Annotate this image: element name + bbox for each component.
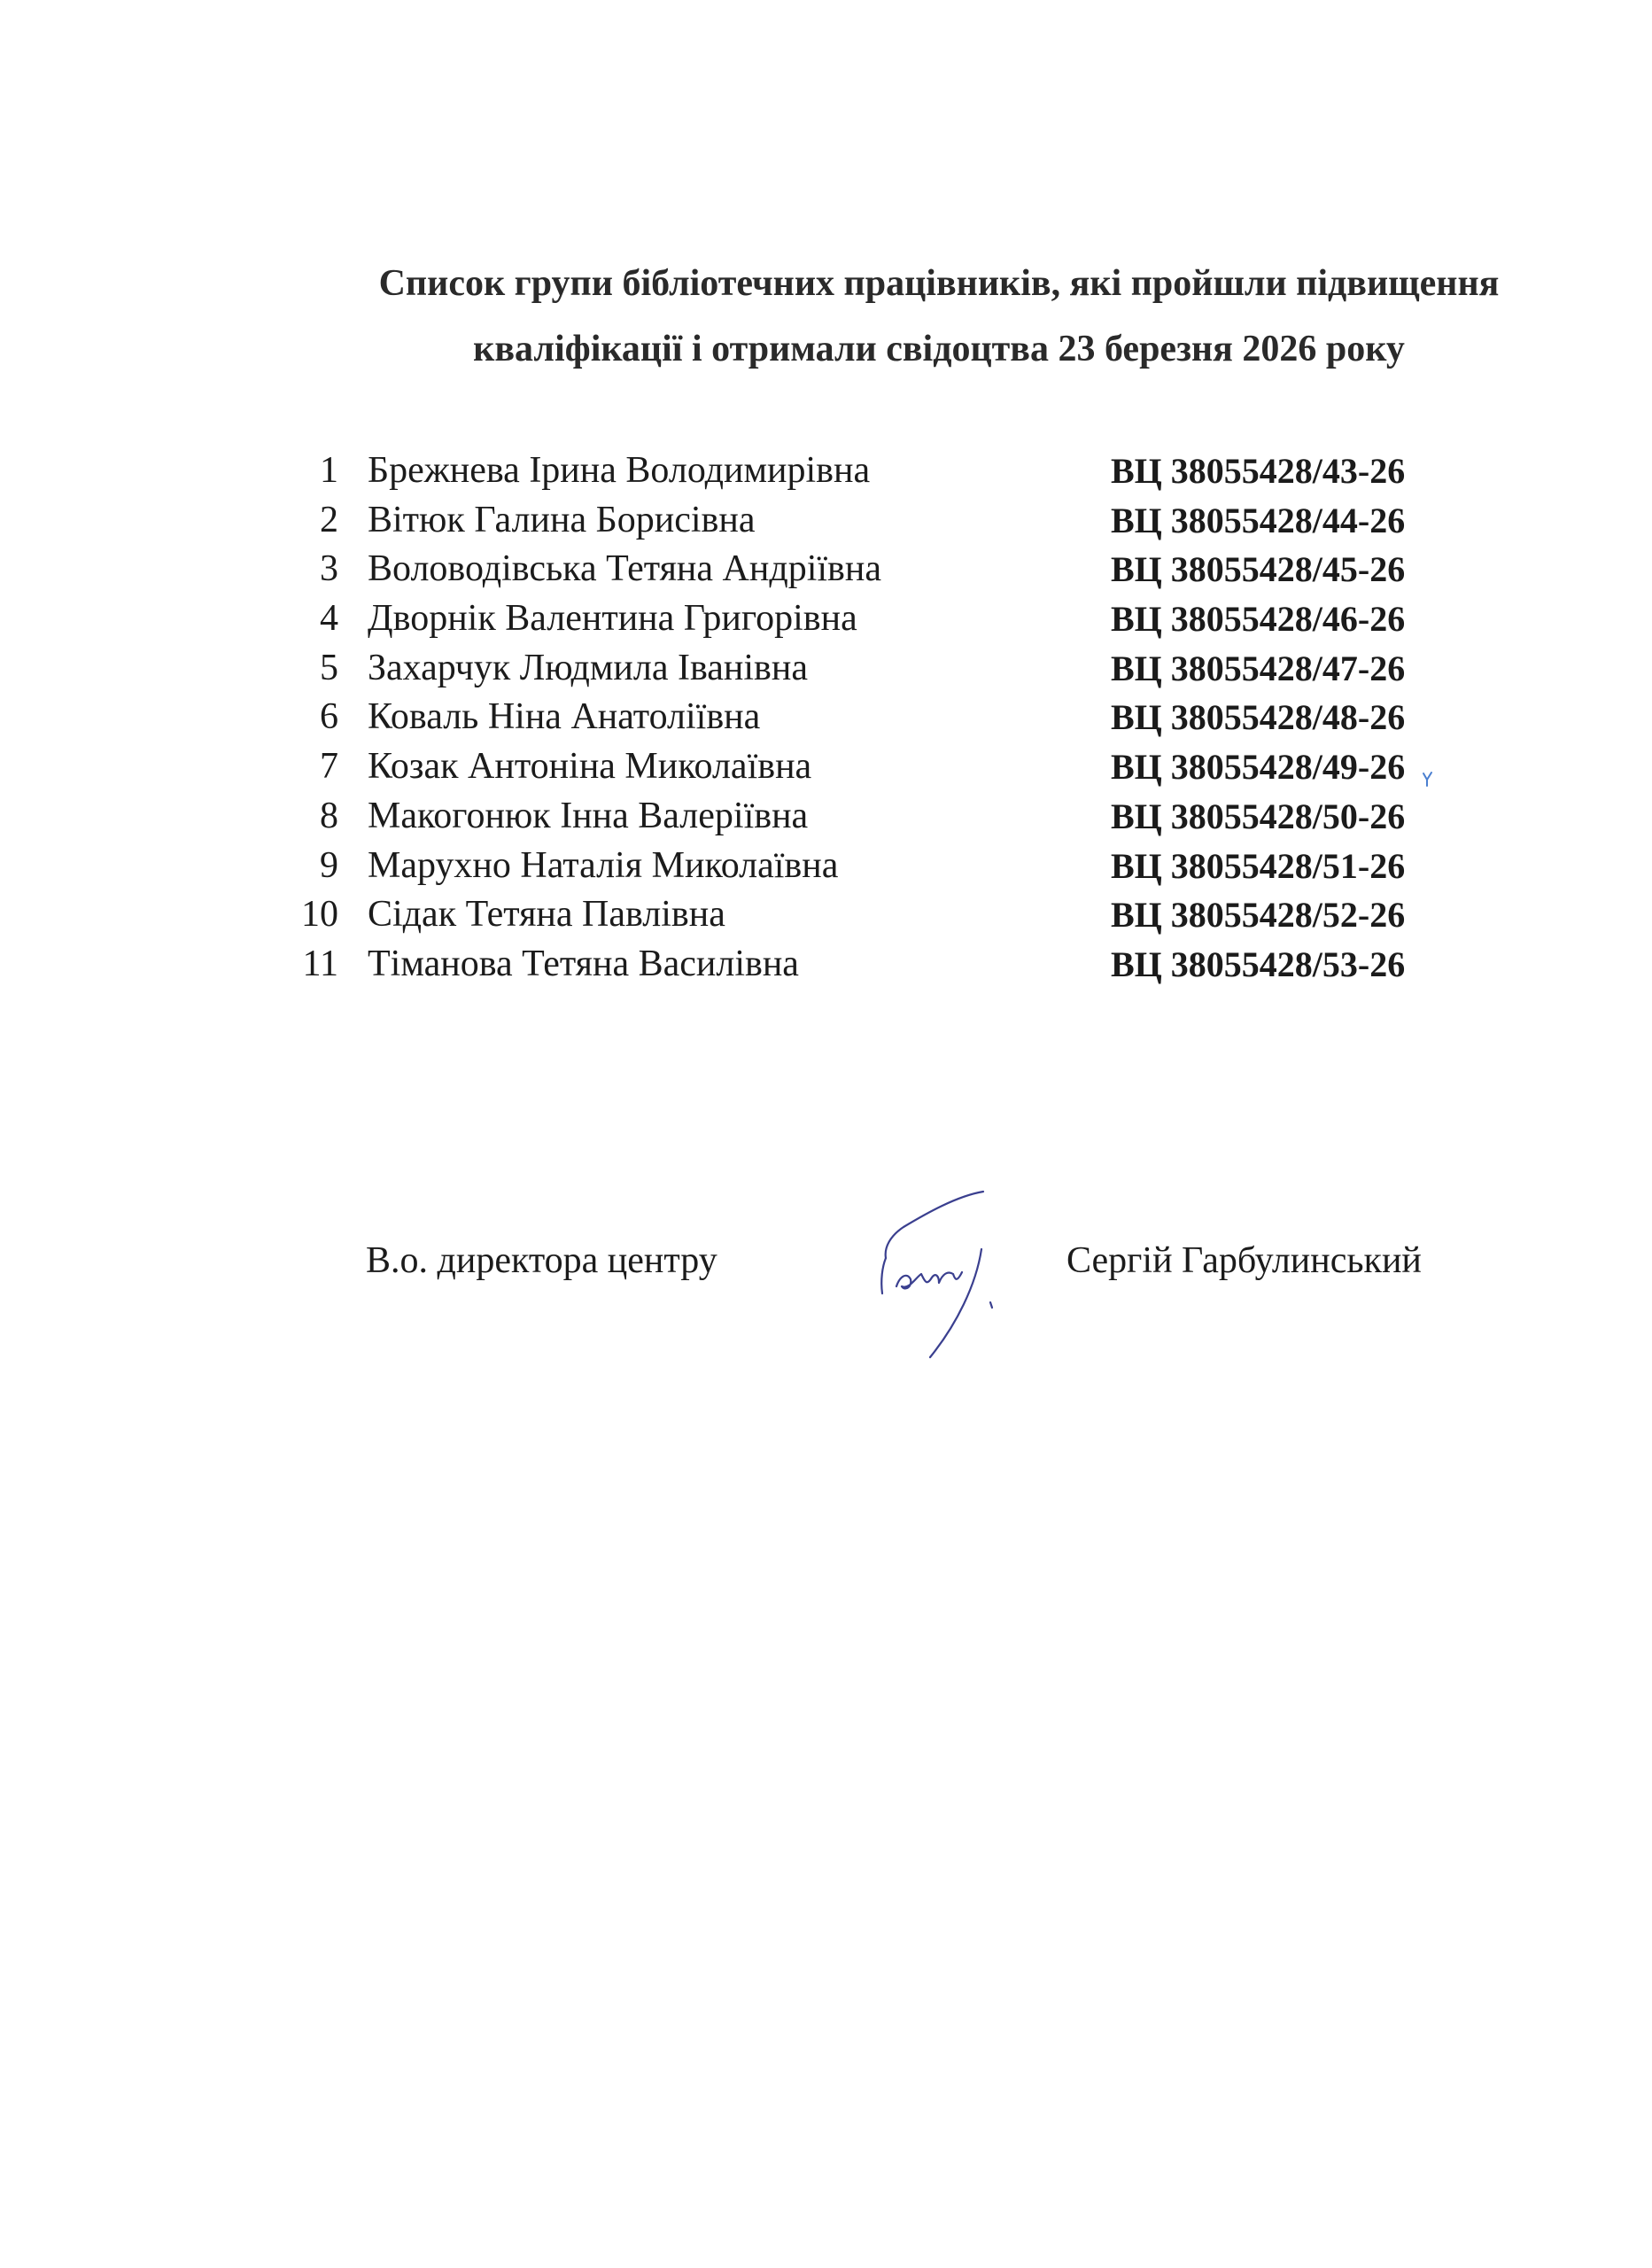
- handwritten-signature: [850, 1169, 1063, 1382]
- item-name: Сідак Тетяна Павлівна: [368, 894, 725, 936]
- list-item: [266, 890, 1506, 940]
- signatory-name: Сергій Гарбулинський: [1066, 1240, 1422, 1281]
- list-item: [266, 594, 1506, 644]
- item-certificate: ВЦ 38055428/44-26: [1111, 500, 1406, 540]
- title-line-2: кваліфікації і отримали свідоцтва 23 березня 2026 року: [473, 329, 1405, 369]
- item-number: 4: [320, 598, 338, 640]
- item-certificate: ВЦ 38055428/46-26: [1111, 599, 1406, 640]
- title-line-1: Список групи бібліотечних працівників, які пройшли підвищення: [378, 263, 1500, 304]
- item-certificate: ВЦ 38055428/48-26: [1111, 697, 1406, 738]
- item-name: Марухно Наталія Миколаївна: [368, 844, 839, 886]
- item-number: 1: [320, 450, 338, 491]
- item-certificate: ВЦ 38055428/51-26: [1111, 845, 1406, 886]
- list-item: [266, 644, 1506, 694]
- item-certificate: ВЦ 38055428/45-26: [1111, 549, 1406, 590]
- document-title: [221, 251, 1652, 382]
- list-item: [266, 940, 1506, 990]
- item-name: Козак Антоніна Миколаївна: [368, 746, 812, 788]
- item-certificate: ВЦ 38055428/43-26: [1111, 451, 1406, 491]
- list-item: [266, 693, 1506, 742]
- participants-list: [266, 447, 1506, 990]
- item-certificate: ВЦ 38055428/49-26: [1111, 747, 1406, 788]
- item-number: 11: [302, 943, 338, 984]
- item-number: 3: [320, 548, 338, 590]
- item-number: 8: [320, 795, 338, 836]
- item-number: 2: [320, 499, 338, 540]
- list-item: [266, 792, 1506, 842]
- item-name: Вітюк Галина Борисівна: [368, 499, 756, 540]
- item-number: 10: [301, 894, 338, 936]
- list-item: [266, 742, 1506, 792]
- item-name: Захарчук Людмила Іванівна: [368, 647, 809, 688]
- item-name: Брежнева Ірина Володимирівна: [368, 450, 871, 491]
- item-certificate: ВЦ 38055428/52-26: [1111, 895, 1406, 936]
- item-name: Тіманова Тетяна Василівна: [368, 943, 799, 984]
- list-item: [266, 842, 1506, 891]
- item-number: 6: [320, 696, 338, 738]
- item-name: Дворнік Валентина Григорівна: [368, 598, 857, 640]
- list-item: [266, 496, 1506, 546]
- item-certificate: ВЦ 38055428/50-26: [1111, 796, 1406, 836]
- pen-tick-mark: [1422, 771, 1434, 788]
- item-certificate: ВЦ 38055428/53-26: [1111, 944, 1406, 984]
- item-name: Коваль Ніна Анатоліївна: [368, 696, 761, 738]
- list-item: [266, 447, 1506, 496]
- list-item: [266, 545, 1506, 594]
- item-certificate: ВЦ 38055428/47-26: [1111, 648, 1406, 688]
- item-name: Макогонюк Інна Валеріївна: [368, 795, 809, 836]
- signatory-position: В.о. директора центру: [366, 1240, 717, 1281]
- item-number: 9: [320, 844, 338, 886]
- item-name: Воловодівська Тетяна Андріївна: [368, 548, 881, 590]
- item-number: 7: [320, 746, 338, 788]
- item-number: 5: [320, 647, 338, 688]
